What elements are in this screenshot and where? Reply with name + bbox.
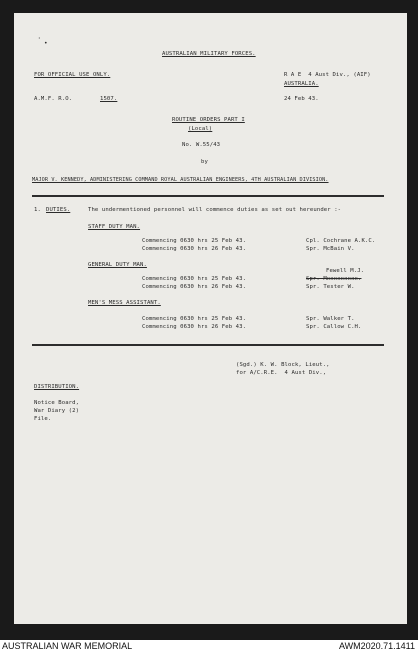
distribution-item: Notice Board, [34, 400, 80, 406]
order-ref-number: 1507. [100, 96, 118, 102]
duty-row-text: Commencing 0630 hrs 26 Feb 43. [142, 246, 247, 252]
routine-orders-document [14, 13, 407, 624]
order-subtitle: (Local) [188, 126, 213, 132]
duty-row-person: Spr. McBain V. [306, 246, 355, 252]
order-title: ROUTINE ORDERS PART I [172, 117, 245, 123]
section-heading: GENERAL DUTY MAN. [88, 262, 147, 268]
section-heading: STAFF DUTY MAN. [88, 224, 141, 230]
paragraph-text: The undermentioned personnel will commence duties as set out hereunder :- [88, 207, 342, 213]
duty-row-person: Cpl. Cochrane A.K.C. [306, 238, 376, 244]
duty-row-person: Spr. Callow C.H. [306, 324, 362, 330]
order-ref: A.M.F. R.O. [34, 96, 73, 102]
order-number: No. W.55/43 [182, 142, 221, 148]
signature-line-1: (Sgd.) K. W. Block, Lieut., [236, 362, 330, 368]
duty-row-person: Spr. Tester W. [306, 284, 355, 290]
order-date: 24 Feb 43. [284, 96, 319, 102]
signature-line-2: for A/C.R.E. 4 Aust Div., [236, 370, 327, 376]
footer-source: AUSTRALIAN WAR MEMORIAL [2, 641, 133, 651]
handwritten-name: Fewell M.J. [326, 268, 365, 274]
duty-row-text: Commencing 0630 hrs 26 Feb 43. [142, 284, 247, 290]
distribution-heading: DISTRIBUTION. [34, 384, 80, 390]
divider [32, 195, 384, 197]
duty-row-person: Spr. Mxxxxxxxxx. [306, 276, 362, 282]
duty-row-text: Commencing 0630 hrs 26 Feb 43. [142, 324, 247, 330]
footer-accession: AWM2020.71.1411 [338, 641, 415, 651]
duty-row-text: Commencing 0630 hrs 25 Feb 43. [142, 276, 247, 282]
archive-footer [0, 640, 418, 653]
duty-row-text: Commencing 0630 hrs 25 Feb 43. [142, 238, 247, 244]
classification: FOR OFFICIAL USE ONLY. [34, 72, 111, 78]
by-label: by [201, 159, 208, 165]
unit-line-1: R A E 4 Aust Div., (AIF) [284, 72, 371, 78]
paragraph-number: 1. [34, 207, 41, 213]
org-heading: AUSTRALIAN MILITARY FORCES. [162, 51, 256, 57]
document-page [14, 13, 407, 624]
distribution-item: War Diary (2) [34, 408, 80, 414]
unit-line-2: AUSTRALIA. [284, 81, 319, 87]
punch-mark: · [38, 34, 41, 43]
duty-row-text: Commencing 0630 hrs 25 Feb 43. [142, 316, 247, 322]
divider [32, 344, 384, 346]
paragraph-heading: DUTIES. [46, 207, 71, 213]
section-heading: MEN'S MESS ASSISTANT. [88, 300, 161, 306]
distribution-item: File. [34, 416, 52, 422]
punch-mark: • [44, 40, 48, 47]
duty-row-person: Spr. Walker T. [306, 316, 355, 322]
issuing-authority: MAJOR V. KENNEDY, ADMINISTERING COMMAND ROYAL AUSTRALIAN ENGINEERS, 4TH AUSTRALIAN DIVISION. [32, 177, 329, 183]
